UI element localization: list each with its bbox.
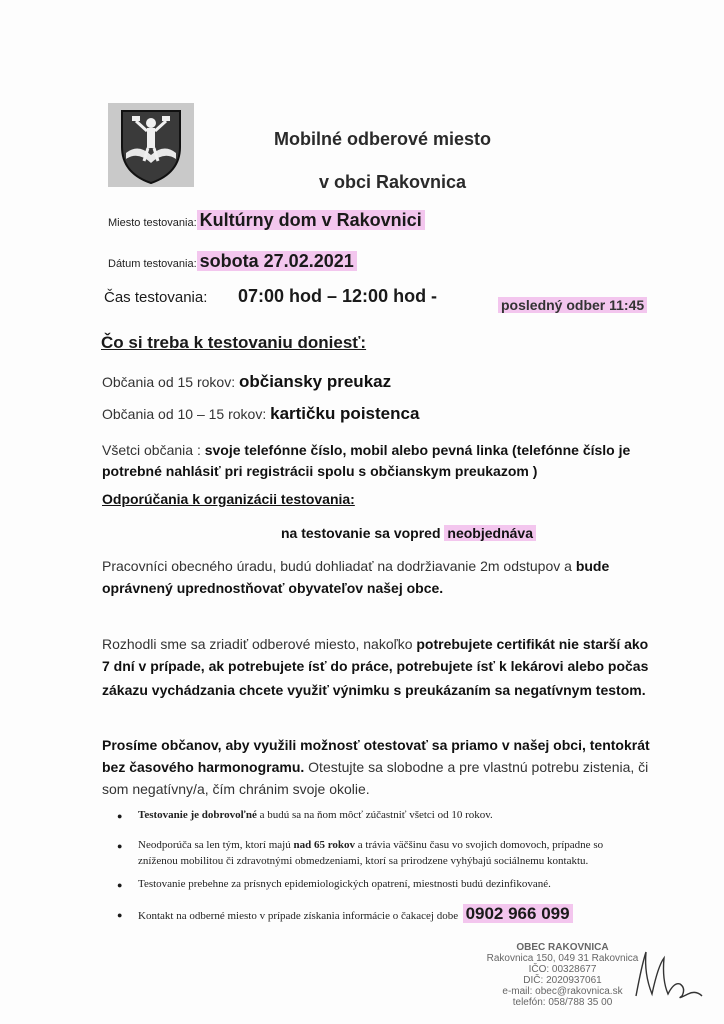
contact-phone: 0902 966 099 xyxy=(463,904,573,923)
bring-item-1-prefix: Občania od 15 rokov: xyxy=(102,374,236,390)
last-sample-badge: posledný odber 11:45 xyxy=(498,297,647,313)
place-value: Kultúrny dom v Rakovnici xyxy=(197,210,425,230)
stamp-address: Rakovnica 150, 049 31 Rakovnica xyxy=(486,953,639,964)
bullet-1-bold: Testovanie je dobrovoľné xyxy=(138,809,257,821)
appeal-line-2 xyxy=(102,759,648,775)
bring-item-1-value: občiansky preukaz xyxy=(238,372,392,391)
time-label: Čas testovania: xyxy=(104,289,208,306)
appeal-line-1: Prosíme občanov, aby využili možnosť otestovať sa priamo v našej obci, tentokrát xyxy=(102,737,650,753)
bullet-1 xyxy=(138,809,493,821)
title-line-1: Mobilné odberové miesto xyxy=(274,129,492,149)
municipality-crest xyxy=(108,103,194,187)
bullet-4-text: Kontakt na odberné miesto v prípade získania informácie o čakacej dobe xyxy=(138,910,459,922)
bullet-2-bold: nad 65 rokov xyxy=(293,839,356,851)
appeal-line-2-text: Otestujte sa slobodne a pre vlastnú potrebu zistenia, či xyxy=(308,759,649,775)
bring-item-3-line-1 xyxy=(102,442,630,458)
title-line-2: v obci Rakovnica xyxy=(319,172,467,192)
reason-line-1-text: Rozhodli sme sa zriadiť odberové miesto, nakoľko xyxy=(102,636,413,652)
bullet-1-text: a budú sa na ňom môcť zúčastniť všetci od 10 rokov. xyxy=(259,809,493,821)
reason-line-3: zákazu vychádzania chcete využiť výnimku s preukázaním sa negatívnym testom. xyxy=(102,682,646,698)
reason-line-2: 7 dní v prípade, ak potrebujete ísť do práce, potrebujete ísť k lekárovi alebo počas xyxy=(102,658,649,674)
bring-item-3-prefix: Všetci občania : xyxy=(102,442,201,458)
staff-line-1-text: Pracovníci obecného úradu, budú dohliadať na dodržiavanie 2m odstupov a xyxy=(102,558,572,574)
bring-item-1 xyxy=(102,372,391,392)
bring-item-3-text: svoje telefónne číslo, mobil alebo pevná linka (telefónne číslo je xyxy=(204,442,631,458)
bring-item-2 xyxy=(102,404,419,424)
bullet-3: Testovanie prebehne za prísnych epidemiologických opatrení, miestnosti budú dezinfikované. xyxy=(138,878,551,890)
bullet-2-text-b: a trávia väčšinu času vo svojich domovoch, prípadne so xyxy=(357,839,604,851)
staff-line-1 xyxy=(102,558,609,574)
signature-icon xyxy=(628,944,708,1004)
bullet-2-line-1 xyxy=(138,839,603,851)
crest-icon xyxy=(108,103,194,187)
appeal-line-2-bold: bez časového harmonogramu. xyxy=(102,759,305,775)
recommendations-heading: Odporúčania k organizácii testovania: xyxy=(102,491,355,507)
place-row xyxy=(108,210,425,231)
date-row xyxy=(108,251,357,272)
place-label: Miesto testovania: xyxy=(108,217,197,229)
no-booking-word: neobjednáva xyxy=(444,525,536,541)
bullet-dot-icon: ● xyxy=(117,910,123,920)
reason-line-1-bold: potrebujete certifikát nie starší ako xyxy=(416,636,649,652)
stamp-email: e-mail: obec@rakovnica.sk xyxy=(502,986,623,997)
no-booking-prefix: na testovanie sa vopred xyxy=(281,525,441,541)
stamp-dic: DIČ: 2020937061 xyxy=(523,975,602,986)
bullet-2-text-a: Neodporúča sa len tým, ktorí majú xyxy=(138,839,291,851)
bring-item-3-line-2: potrebné nahlásiť pri registrácii spolu s občianskym preukazom ) xyxy=(102,463,538,479)
appeal-line-3: som negatívny/a, čím chránim svoje okolie. xyxy=(102,781,370,797)
reason-line-1 xyxy=(102,636,648,652)
bring-item-2-prefix: Občania od 10 – 15 rokov: xyxy=(102,406,267,422)
bring-item-2-value: kartičku poistenca xyxy=(270,404,420,423)
bullet-dot-icon: ● xyxy=(117,841,123,851)
stamp-phone: telefón: 058/788 35 00 xyxy=(512,997,613,1008)
bullet-dot-icon: ● xyxy=(117,811,123,821)
bring-heading: Čo si treba k testovaniu doniesť: xyxy=(101,333,367,352)
staff-line-2: oprávnený uprednostňovať obyvateľov našej obce. xyxy=(102,580,444,596)
date-value: sobota 27.02.2021 xyxy=(197,251,357,271)
bullet-4 xyxy=(138,904,573,924)
bullet-2-line-2: zníženou mobilitou či zdravotnými obmedzeniami, ktorí sa prirodzene vyhýbajú sociálnemu kontaktu. xyxy=(138,855,589,867)
date-label: Dátum testovania: xyxy=(108,258,197,270)
no-booking-line xyxy=(281,525,536,541)
time-value: 07:00 hod – 12:00 hod - xyxy=(238,286,438,306)
stamp-name: OBEC RAKOVNICA xyxy=(516,942,609,953)
bullet-dot-icon: ● xyxy=(117,880,123,890)
stamp-ico: IČO: 00328677 xyxy=(528,964,597,975)
staff-line-1-bold: bude xyxy=(575,558,610,574)
